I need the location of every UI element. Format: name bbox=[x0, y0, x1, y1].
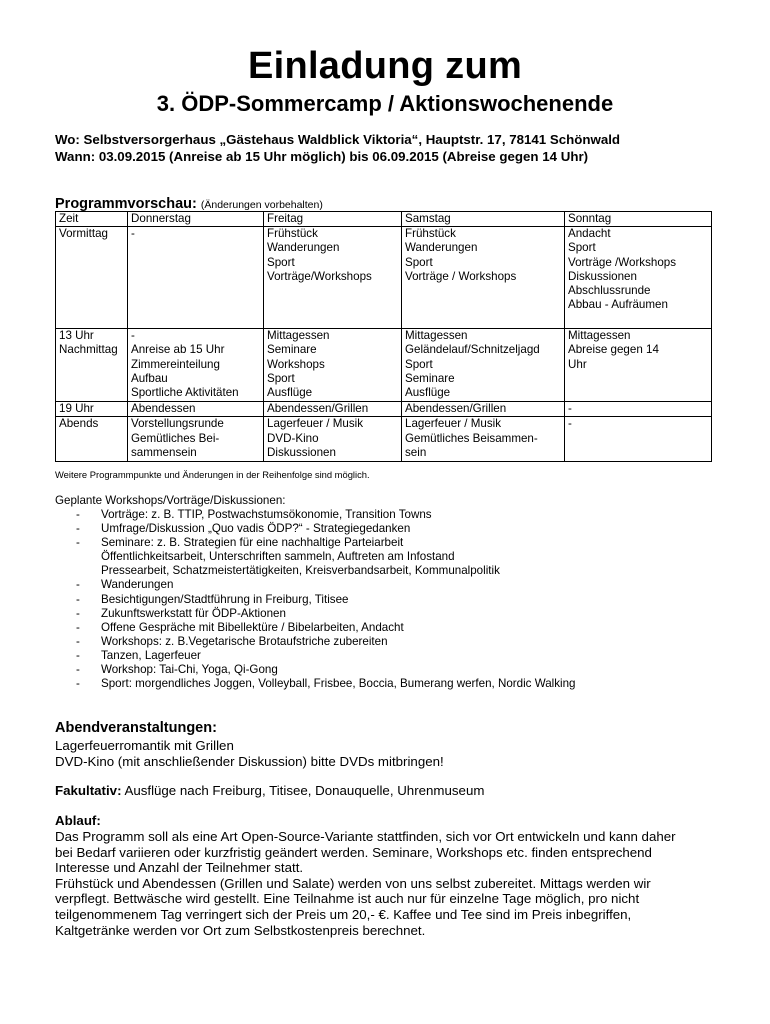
title-line-1: Einladung zum bbox=[247, 45, 523, 87]
bullet-dash: - bbox=[76, 606, 80, 620]
optional-excursions bbox=[55, 783, 484, 799]
paragraph-line: Das Programm soll als eine Art Open-Source-Variante stattfinden, sich vor Ort entwickeln und kann daher bbox=[55, 829, 676, 844]
bullet-dash: - bbox=[76, 522, 80, 536]
schedule-row-morning bbox=[56, 227, 712, 329]
procedure-title: Ablauf: bbox=[55, 813, 101, 828]
bullet-dash: - bbox=[76, 634, 80, 648]
bullet-dash: - bbox=[76, 578, 80, 592]
table-cell: Abendessen/Grillen bbox=[264, 402, 402, 417]
list-item bbox=[55, 663, 576, 677]
bullet-dash: - bbox=[76, 508, 80, 521]
table-cell: Lagerfeuer / Musik Gemütliches Beisammen- sein bbox=[402, 417, 565, 462]
evening-events-line-2: DVD-Kino (mit anschließender Diskussion) bitte DVDs mitbringen! bbox=[55, 754, 444, 769]
paragraph-line: Interesse und Anzahl der Teilnehmer statt. bbox=[55, 860, 304, 876]
title-line-2: 3. ÖDP-Sommercamp / Aktionswochenende bbox=[156, 91, 614, 116]
list-item-text: Wanderungen bbox=[101, 578, 174, 592]
evening-events-title: Abendveranstaltungen: bbox=[55, 720, 217, 736]
bullet-dash: - bbox=[76, 536, 80, 550]
schedule-table bbox=[55, 211, 712, 462]
program-heading-note: (Änderungen vorbehalten) bbox=[200, 199, 323, 211]
bullet-dash: - bbox=[76, 677, 80, 691]
list-item bbox=[55, 649, 576, 663]
header-cell: Samstag bbox=[402, 212, 565, 227]
list-item-text: Tanzen, Lagerfeuer bbox=[101, 648, 201, 662]
paragraph-line: Kaltgetränke werden vor Ort zum Selbstkostenpreis berechnet. bbox=[55, 922, 426, 938]
list-item-text: Umfrage/Diskussion „Quo vadis ÖDP?“ - Strategiegedanken bbox=[101, 522, 411, 536]
table-cell: - bbox=[565, 417, 712, 462]
bullet-dash: - bbox=[76, 648, 80, 662]
table-cell: - Anreise ab 15 Uhr Zimmereinteilung Aufbau Sportliche Aktivitäten bbox=[128, 329, 264, 402]
list-item bbox=[55, 635, 576, 649]
table-cell: Frühstück Wanderungen Sport Vorträge/Workshops bbox=[264, 227, 402, 329]
paragraph-line: bei Bedarf variieren oder kurzfristig geändert werden. Seminare, Workshops etc. finden entsprechend bbox=[55, 844, 652, 860]
bullet-dash: - bbox=[76, 663, 80, 677]
schedule-footnote: Weitere Programmpunkte und Änderungen in der Reihenfolge sind möglich. bbox=[55, 469, 370, 480]
table-cell: Abends bbox=[56, 417, 128, 462]
list-item-text: Offene Gespräche mit Bibellektüre / Bibelarbeiten, Andacht bbox=[101, 620, 404, 634]
list-item-text: Zukunftswerkstatt für ÖDP-Aktionen bbox=[101, 606, 286, 620]
list-item bbox=[55, 593, 576, 607]
bullet-dash: - bbox=[76, 592, 80, 606]
table-cell: Frühstück Wanderungen Sport Vorträge / Workshops bbox=[402, 227, 565, 329]
program-heading-label: Programmvorschau: bbox=[55, 196, 197, 212]
bullet-dash: - bbox=[76, 620, 80, 634]
list-item bbox=[55, 677, 576, 691]
table-cell: Mittagessen Abreise gegen 14 Uhr bbox=[565, 329, 712, 402]
list-item bbox=[55, 578, 576, 592]
table-cell: 19 Uhr bbox=[56, 402, 128, 417]
table-cell: Vormittag bbox=[56, 227, 128, 329]
table-cell: - bbox=[128, 227, 264, 329]
list-item bbox=[55, 607, 576, 621]
list-item-text: Vorträge: z. B. TTIP, Postwachstumsökonomie, Transition Towns bbox=[101, 508, 432, 521]
list-item-text: Workshop: Tai-Chi, Yoga, Qi-Gong bbox=[101, 663, 278, 677]
header-cell: Sonntag bbox=[565, 212, 712, 227]
list-item bbox=[55, 621, 576, 635]
schedule-row-evening bbox=[56, 417, 712, 462]
list-item-text: Besichtigungen/Stadtführung in Freiburg, Titisee bbox=[101, 592, 349, 606]
list-item-text: Workshops: z. B.Vegetarische Brotaufstriche zubereiten bbox=[101, 634, 388, 648]
workshops-list bbox=[55, 508, 576, 691]
header-cell: Freitag bbox=[264, 212, 402, 227]
schedule-header-row bbox=[56, 212, 712, 227]
schedule-row-afternoon bbox=[56, 329, 712, 402]
paragraph-line: Frühstück und Abendessen (Grillen und Salate) werden von uns selbst zubereitet. Mittags werden wir bbox=[55, 875, 651, 891]
paragraph-line: verpflegt. Bettwäsche wird gestellt. Eine Teilnahme ist auch nur für einzelne Tage möglich, pro nicht bbox=[55, 891, 640, 907]
header-cell: Zeit bbox=[56, 212, 128, 227]
location-line: Wo: Selbstversorgerhaus „Gästehaus Waldblick Viktoria“, Hauptstr. 17, 78141 Schönwald bbox=[55, 132, 621, 147]
table-cell: 13 Uhr Nachmittag bbox=[56, 329, 128, 402]
table-cell: Abendessen bbox=[128, 402, 264, 417]
list-item-text: Sport: morgendliches Joggen, Volleyball, Frisbee, Boccia, Bumerang werfen, Nordic Walking bbox=[101, 677, 576, 691]
table-cell: Mittagessen Seminare Workshops Sport Ausflüge bbox=[264, 329, 402, 402]
evening-events-line-1: Lagerfeuerromantik mit Grillen bbox=[55, 738, 234, 753]
list-item-text: Seminare: z. B. Strategien für eine nachhaltige Parteiarbeit Öffentlichkeitsarbeit, Unterschriften sammeln, Auftreten am Infostand Pressearbeit, Schatzmeistertätigkeiten, Kreisverbandsarbeit, Kommunalpolitik bbox=[101, 536, 500, 578]
table-cell: Lagerfeuer / Musik DVD-Kino Diskussionen bbox=[264, 417, 402, 462]
optional-label: Fakultativ: bbox=[55, 783, 122, 798]
table-cell: Vorstellungsrunde Gemütliches Bei- sammensein bbox=[128, 417, 264, 462]
header-cell: Donnerstag bbox=[128, 212, 264, 227]
date-line: Wann: 03.09.2015 (Anreise ab 15 Uhr möglich) bis 06.09.2015 (Abreise gegen 14 Uhr) bbox=[55, 149, 589, 164]
list-item bbox=[55, 522, 576, 536]
optional-text: Ausflüge nach Freiburg, Titisee, Donauquelle, Uhrenmuseum bbox=[121, 783, 485, 798]
procedure-text bbox=[55, 829, 735, 938]
table-cell: Andacht Sport Vorträge /Workshops Diskussionen Abschlussrunde Abbau - Aufräumen bbox=[565, 227, 712, 329]
table-cell: - bbox=[565, 402, 712, 417]
paragraph-line: teilgenommenem Tag verringert sich der Preis um 20,- €. Kaffee und Tee sind im Preis inbegriffen, bbox=[55, 906, 632, 922]
list-item bbox=[55, 508, 576, 522]
list-item bbox=[55, 536, 576, 578]
workshops-title: Geplante Workshops/Vorträge/Diskussionen: bbox=[55, 494, 286, 507]
schedule-row-dinner bbox=[56, 402, 712, 417]
table-cell: Abendessen/Grillen bbox=[402, 402, 565, 417]
table-cell: Mittagessen Geländelauf/Schnitzeljagd Sport Seminare Ausflüge bbox=[402, 329, 565, 402]
